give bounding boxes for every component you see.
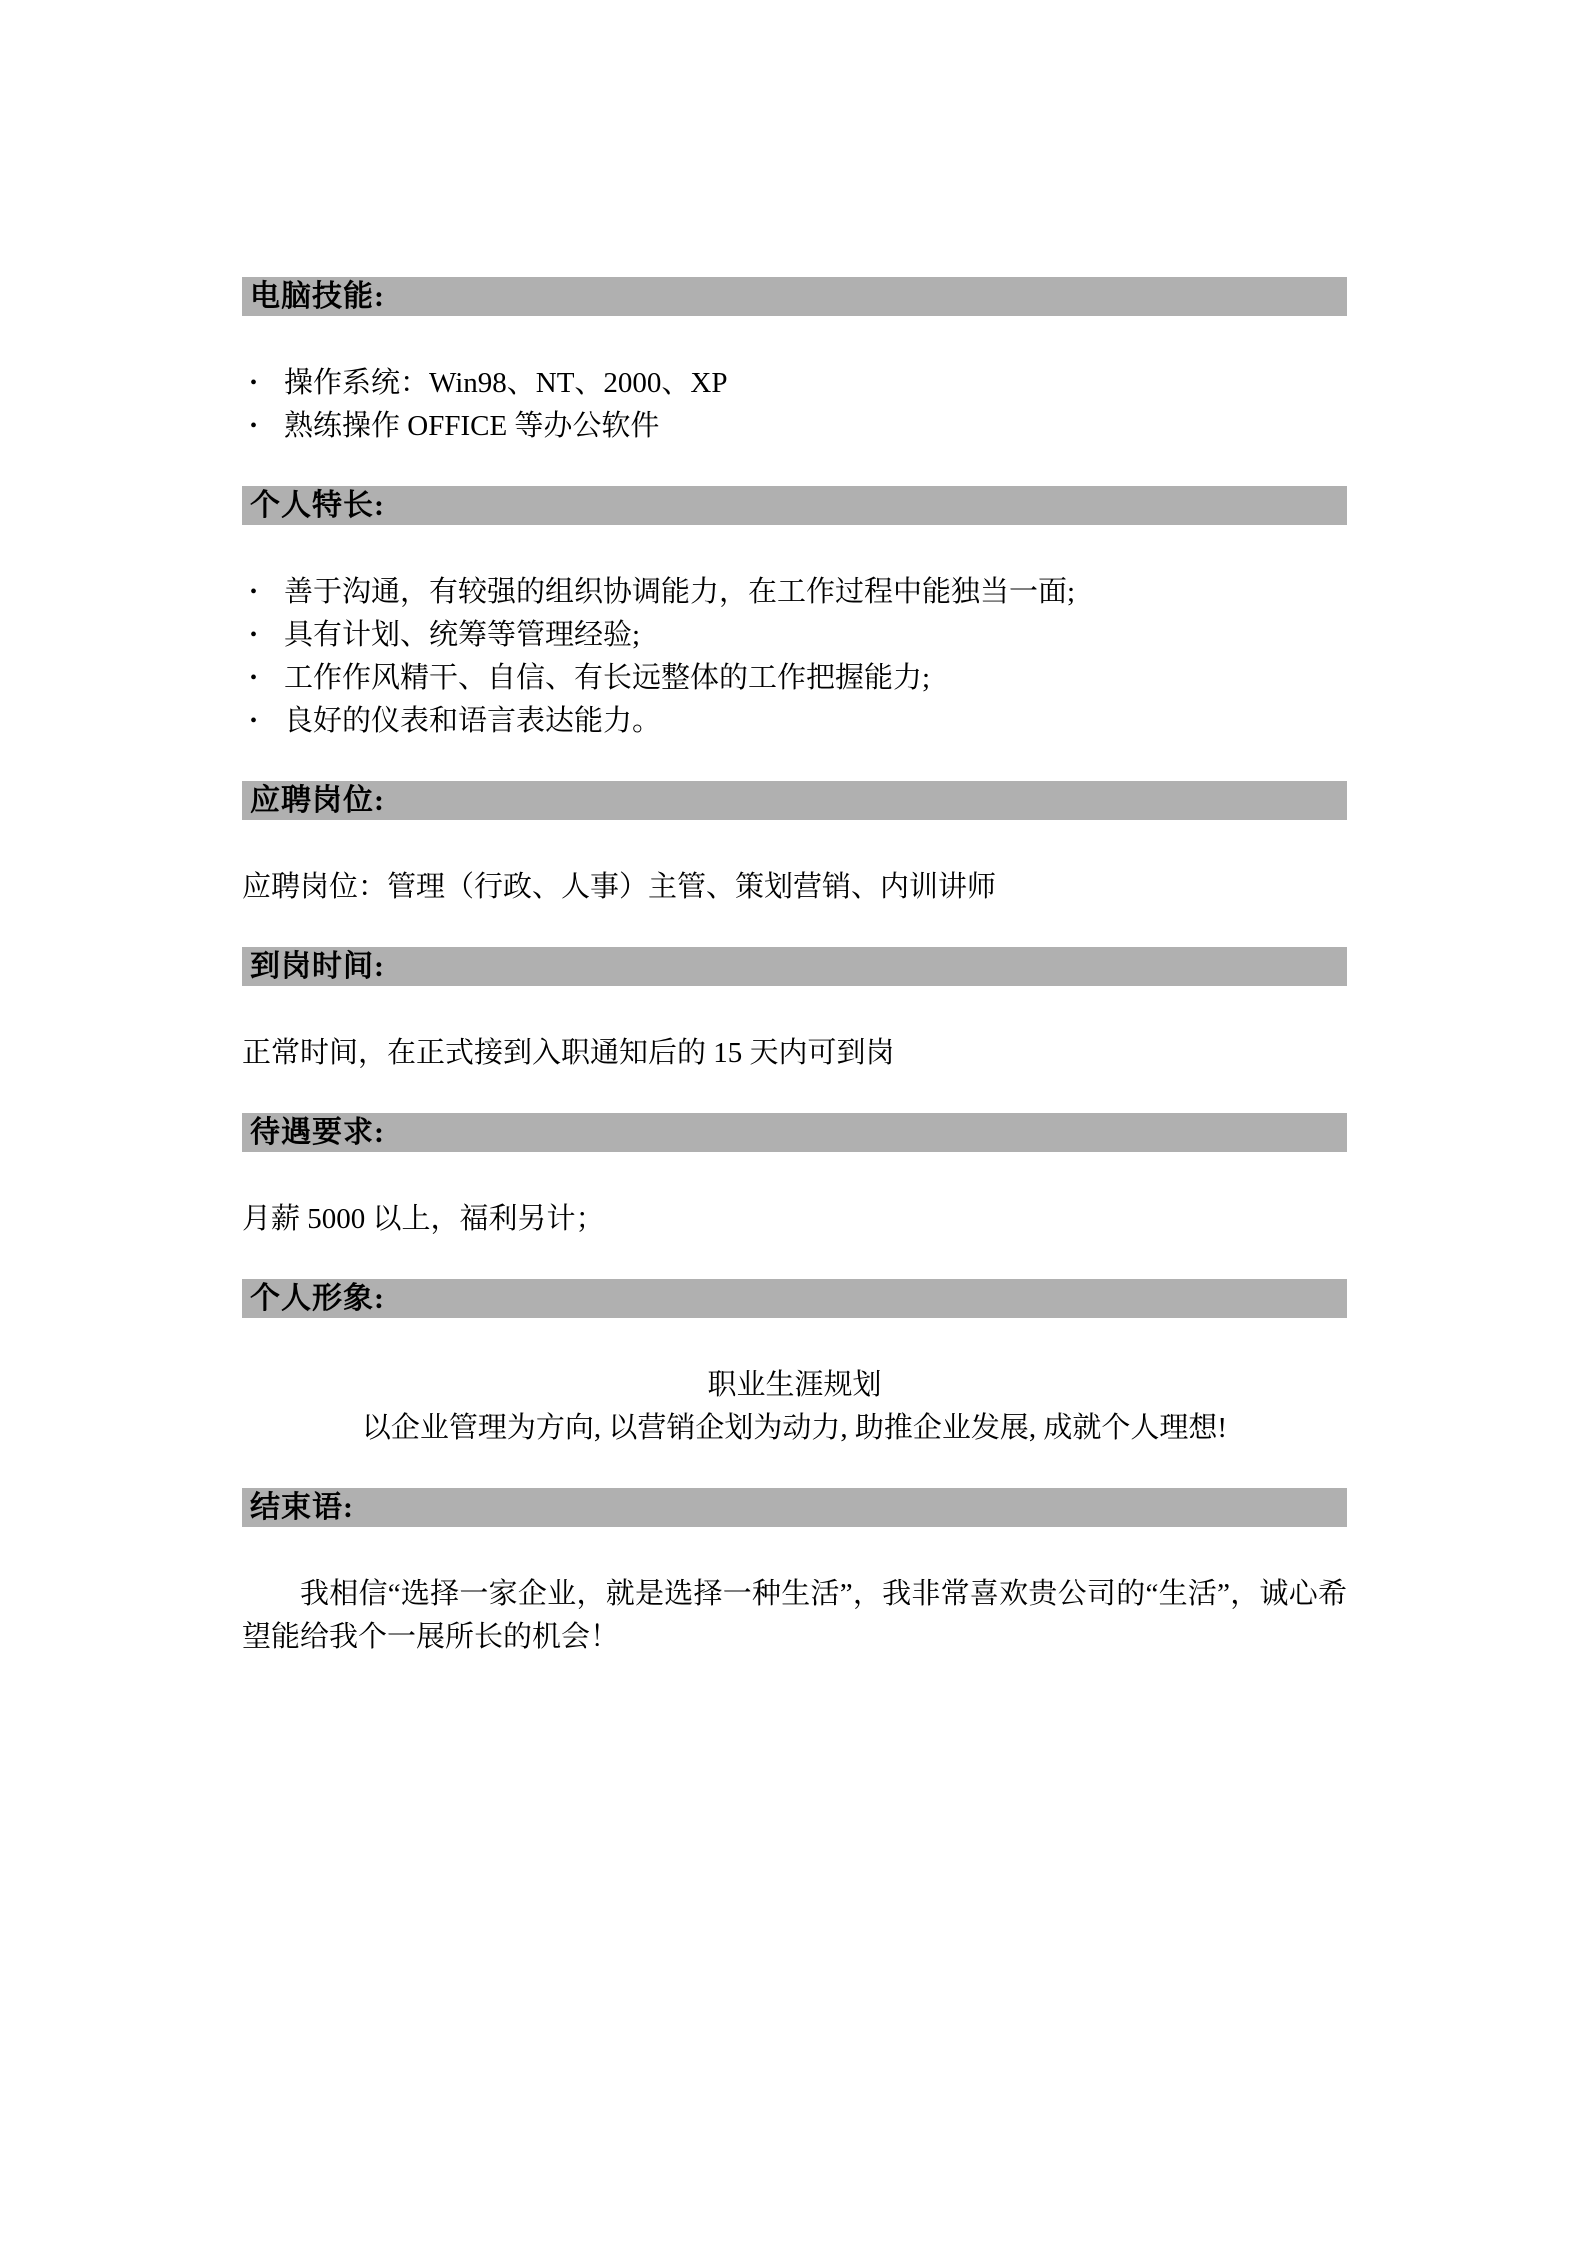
section-personal-image [242, 1279, 1347, 1450]
section-header-bar [242, 486, 1347, 525]
section-body [242, 1364, 1347, 1450]
section-target-position [242, 781, 1347, 909]
bullet-text: 善于沟通，有较强的组织协调能力，在工作过程中能独当一面; [284, 576, 1076, 608]
section-header-bar [242, 947, 1347, 986]
section-computer-skills [242, 277, 1347, 448]
bullet-icon: • [250, 581, 258, 603]
bullet-text: 具有计划、统筹等管理经验; [284, 619, 641, 651]
section-heading-text: 待遇要求: [250, 1116, 385, 1149]
section-heading-text: 个人形象: [250, 1282, 385, 1315]
list-item [242, 405, 1347, 448]
list-item [242, 657, 1347, 700]
body-paragraph: 应聘岗位：管理（行政、人事）主管、策划营销、内训讲师 [242, 871, 997, 903]
bullet-icon: • [250, 372, 258, 394]
career-plan-title: 职业生涯规划 [707, 1369, 882, 1401]
list-item [242, 614, 1347, 657]
body-paragraph: 月薪 5000 以上，福利另计； [242, 1203, 605, 1235]
section-salary-expectation [242, 1113, 1347, 1241]
section-heading-text: 个人特长: [250, 489, 385, 522]
section-body [242, 1032, 1347, 1075]
section-header-bar [242, 1113, 1347, 1152]
bullet-text: 熟练操作 OFFICE 等办公软件 [284, 410, 660, 442]
bullet-list [242, 571, 1347, 743]
list-item [242, 571, 1347, 614]
section-body [242, 866, 1347, 909]
section-header-bar [242, 1488, 1347, 1527]
section-body [242, 1573, 1347, 1659]
section-body [242, 1198, 1347, 1241]
section-header-bar [242, 781, 1347, 820]
career-plan-slogan: 以企业管理为方向, 以营销企划为动力, 助推企业发展, 成就个人理想! [361, 1412, 1228, 1444]
section-heading-text: 应聘岗位: [250, 784, 385, 817]
bullet-icon: • [250, 415, 258, 437]
resume-content [242, 277, 1347, 1697]
bullet-icon: • [250, 667, 258, 689]
list-item [242, 362, 1347, 405]
bullet-list [242, 362, 1347, 448]
body-paragraph: 正常时间，在正式接到入职通知后的 15 天内可到岗 [242, 1037, 895, 1069]
bullet-text: 良好的仪表和语言表达能力。 [284, 705, 662, 737]
section-heading-text: 电脑技能: [250, 280, 385, 313]
closing-paragraph: 我相信“选择一家企业，就是选择一种生活”，我非常喜欢贵公司的“生活”，诚心希望能给我个一展所长的机会！ [242, 1578, 1347, 1653]
section-heading-text: 结束语: [250, 1491, 354, 1524]
section-availability [242, 947, 1347, 1075]
section-header-bar [242, 277, 1347, 316]
bullet-icon: • [250, 710, 258, 732]
section-header-bar [242, 1279, 1347, 1318]
bullet-text: 操作系统：Win98、NT、2000、XP [284, 367, 728, 399]
list-item [242, 700, 1347, 743]
section-heading-text: 到岗时间: [250, 950, 385, 983]
section-closing-remarks [242, 1488, 1347, 1659]
section-personal-strengths [242, 486, 1347, 743]
bullet-icon: • [250, 624, 258, 646]
bullet-text: 工作作风精干、自信、有长远整体的工作把握能力; [284, 662, 931, 694]
